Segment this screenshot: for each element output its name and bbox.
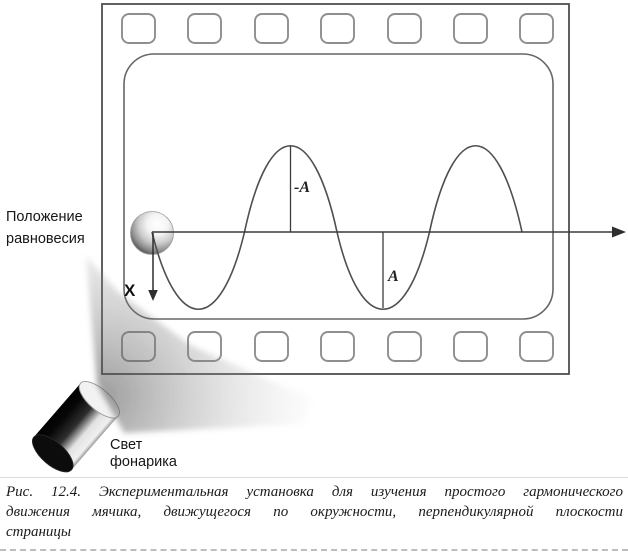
x-arrowhead-icon [148, 290, 158, 301]
amplitude-positive-label: A [388, 268, 399, 285]
sprocket-hole [188, 14, 221, 43]
flashlight-label-line1: Свет [110, 437, 143, 453]
amplitude-negative-label: -A [294, 179, 310, 196]
sprocket-hole [388, 14, 421, 43]
page-bottom-rule [0, 549, 628, 551]
flashlight-beam [86, 256, 312, 433]
sprocket-hole [255, 332, 288, 361]
equilibrium-label-line1: Положение [6, 209, 83, 225]
flashlight-label-line2: фонарика [110, 454, 177, 470]
sine-wave [152, 146, 522, 310]
sprocket-holes-top [122, 14, 553, 43]
sprocket-hole [520, 332, 553, 361]
sprocket-hole [520, 14, 553, 43]
time-axis-arrowhead-icon [612, 227, 626, 238]
sprocket-hole [454, 332, 487, 361]
caption-line: движения мячика, движущегося по окружности, перпендикулярной плоскости [6, 504, 623, 520]
figure-caption [6, 482, 623, 542]
sprocket-hole [454, 14, 487, 43]
sprocket-hole [388, 332, 421, 361]
sprocket-hole [122, 14, 155, 43]
sprocket-hole [321, 14, 354, 43]
caption-line: Рис. 12.4. Экспериментальная установка для изучения простого гармонического [6, 484, 623, 500]
sprocket-hole [321, 332, 354, 361]
x-axis-label: X [124, 281, 136, 300]
sprocket-hole [255, 14, 288, 43]
film-strip [102, 4, 569, 374]
film-frame [124, 54, 553, 319]
equilibrium-label-line2: равновесия [6, 231, 85, 247]
caption-line: страницы [6, 524, 72, 540]
caption-top-rule [0, 477, 628, 478]
